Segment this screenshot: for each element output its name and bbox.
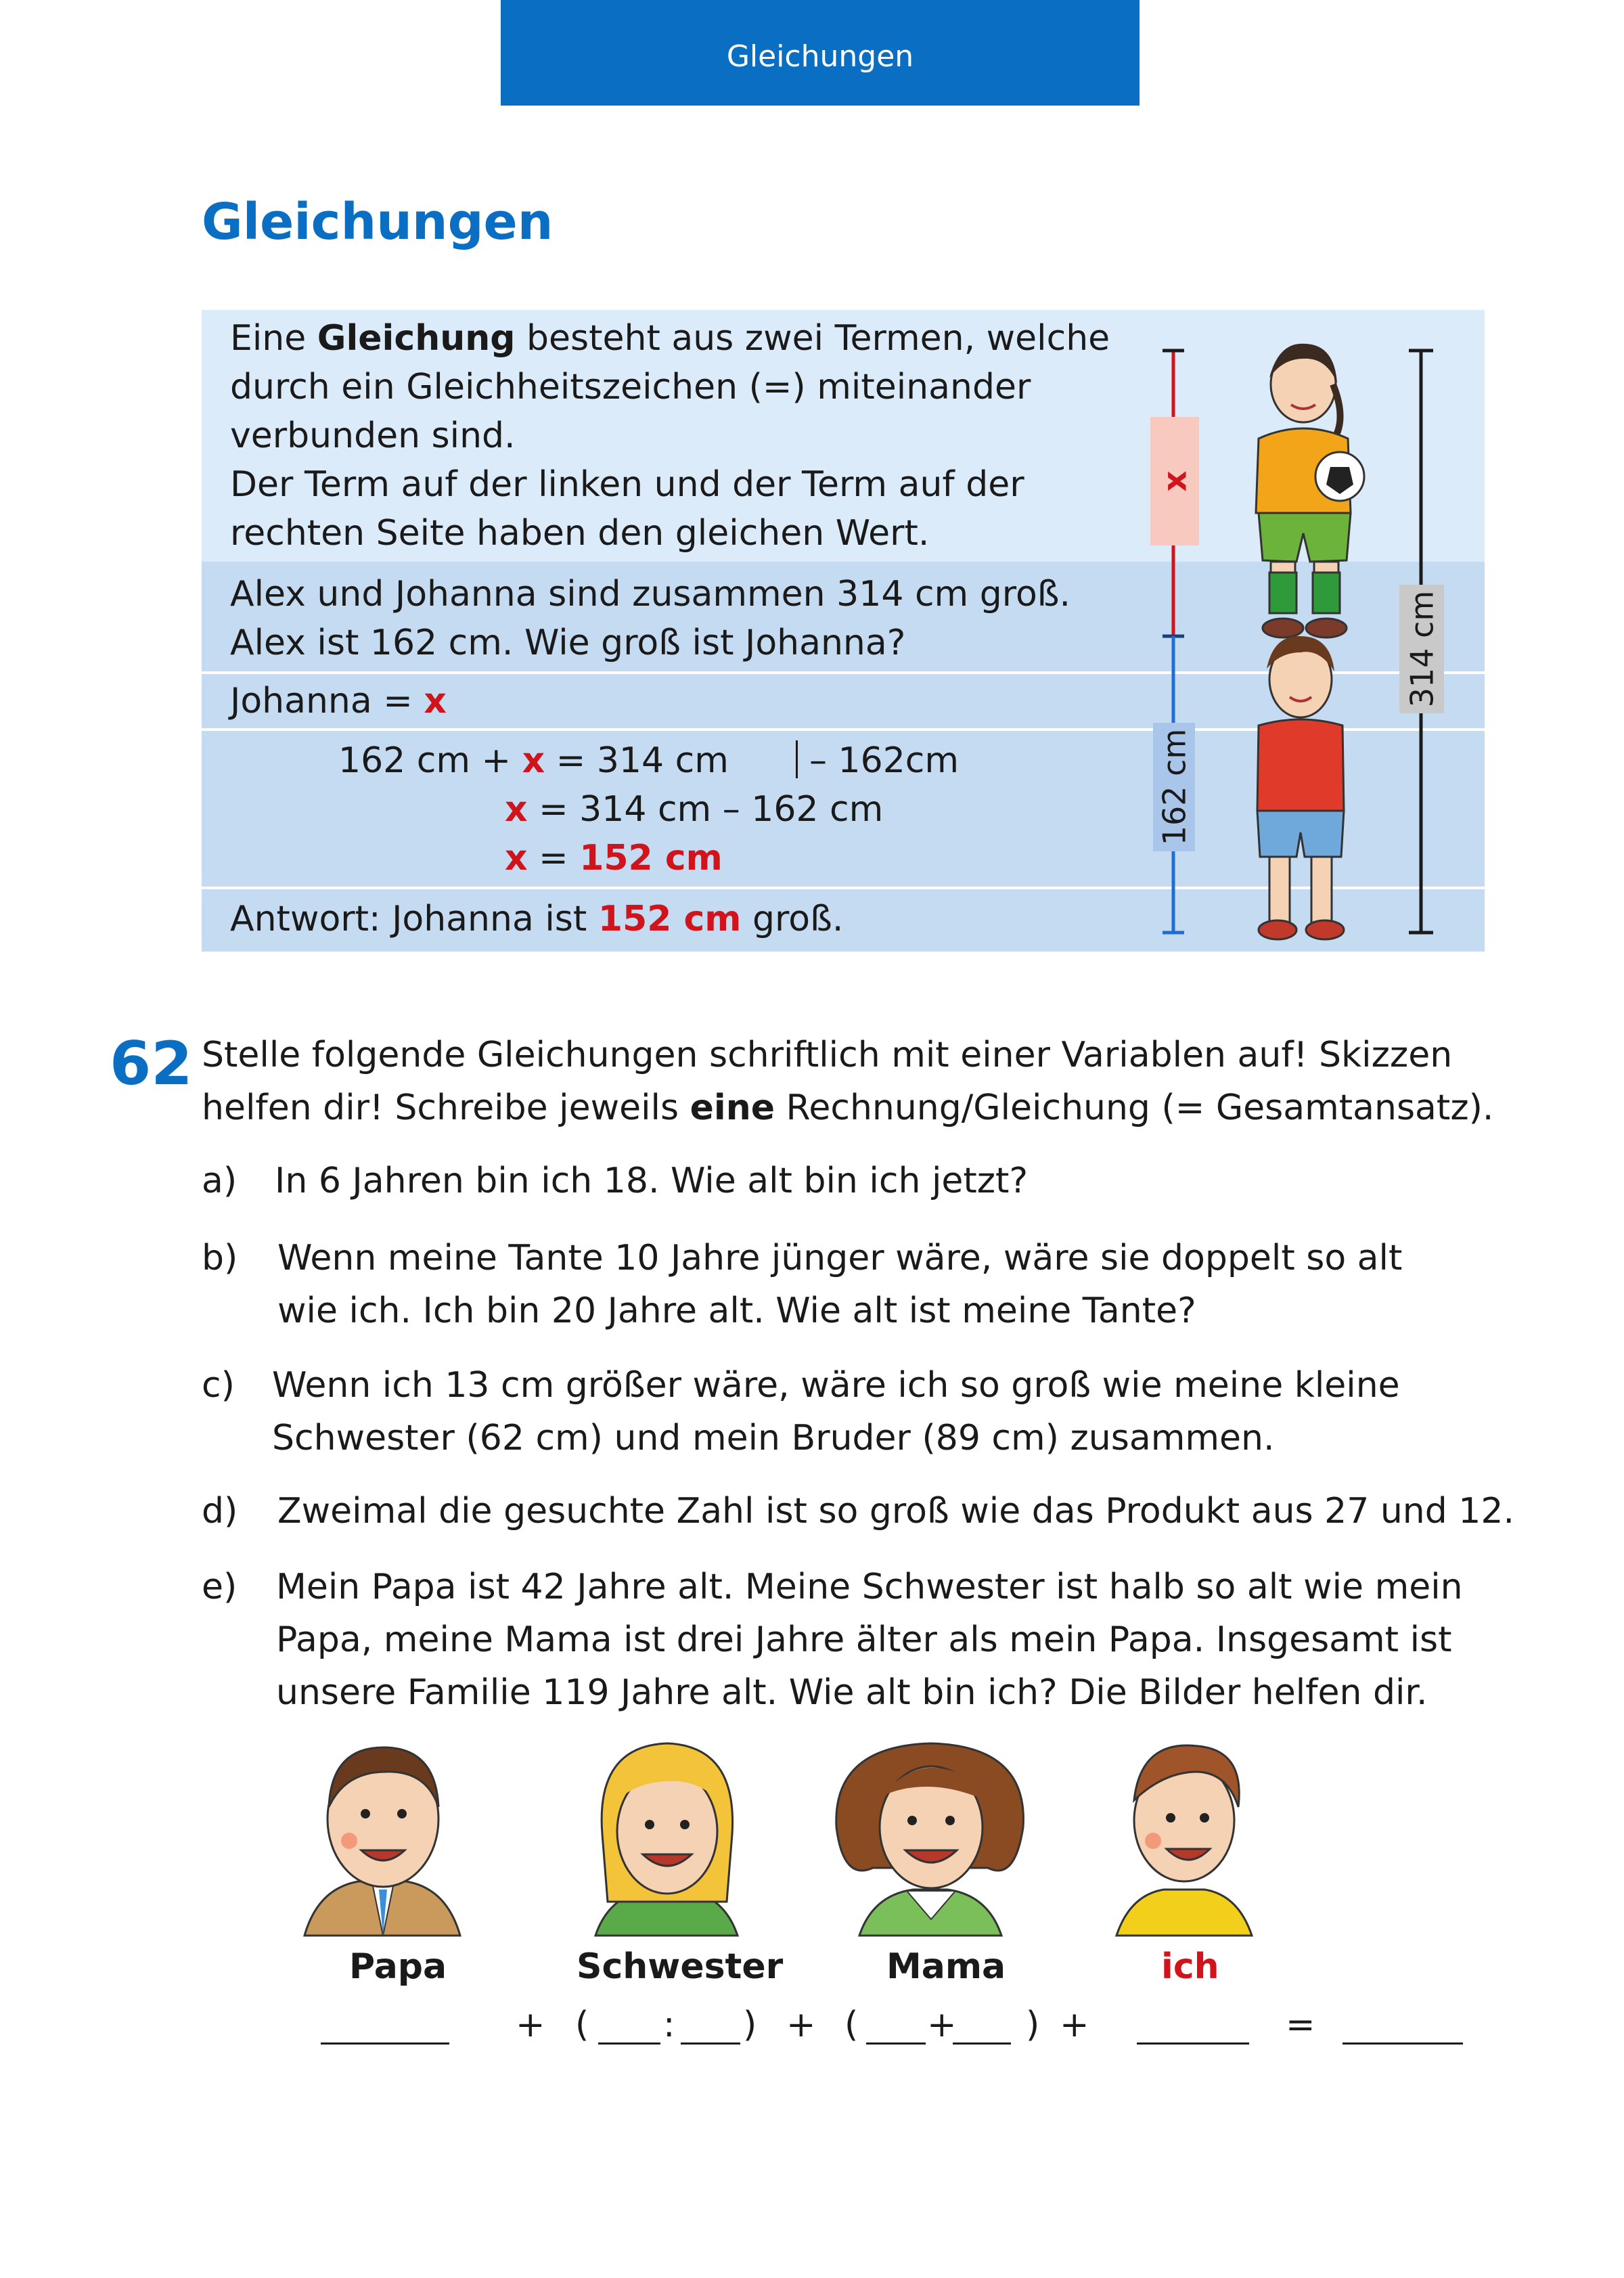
- plus-sign: +: [516, 2005, 545, 2045]
- family-portraits: [291, 1733, 1306, 1942]
- label-ich: ich: [1161, 1946, 1219, 1987]
- answer-part: groß.: [741, 899, 844, 939]
- plus-sign: +: [1060, 2005, 1089, 2045]
- example-line: Alex und Johanna sind zusammen 314 cm groß.: [230, 574, 1071, 615]
- alex-height-label: 162 cm: [1156, 728, 1192, 846]
- task-intro-line: [202, 1081, 1493, 1134]
- subtask-line: Papa, meine Mama ist drei Jahre älter als mein Papa. Insgesamt ist: [276, 1620, 1452, 1660]
- subtask-b-text: [277, 1232, 1402, 1337]
- equation-line-3: [505, 834, 723, 883]
- subtask-line: Mein Papa ist 42 Jahre alt. Meine Schwester ist halb so alt wie mein: [276, 1567, 1463, 1607]
- answer-blank-ich[interactable]: [1137, 2042, 1249, 2045]
- definition-line: Der Term auf der linken und der Term auf der: [230, 464, 1024, 505]
- label-mama: Mama: [886, 1946, 1006, 1987]
- answer-blank-mama-b[interactable]: [953, 2042, 1011, 2045]
- subtask-line: wie ich. Ich bin 20 Jahre alt. Wie alt ist meine Tante?: [277, 1291, 1196, 1331]
- chapter-header-tab: [501, 0, 1140, 106]
- subtask-label: a): [202, 1161, 238, 1201]
- plus-sign: +: [786, 2005, 816, 2045]
- task-intro-part: Rechnung/Gleichung (= Gesamtansatz).: [775, 1088, 1494, 1128]
- equation-part: 162 cm +: [338, 740, 522, 781]
- equation-operation: – 162cm: [809, 740, 960, 781]
- x-label-wrap: [1150, 417, 1199, 545]
- subtask-label: e): [202, 1567, 238, 1607]
- answer-blank-schwester-b[interactable]: [681, 2042, 740, 2045]
- answer-blank-mama-a[interactable]: [866, 2042, 926, 2045]
- answer-blank-total[interactable]: [1343, 2042, 1463, 2045]
- total-height-label-wrap: [1399, 585, 1444, 713]
- subtask-a-text: [275, 1155, 1028, 1207]
- equation-line-1: [338, 736, 729, 785]
- definition-line: rechten Seite haben den gleichen Wert.: [230, 513, 930, 554]
- answer-part: Antwort: Johanna ist: [230, 899, 598, 939]
- subtask-label: c): [202, 1365, 235, 1406]
- plus-sign: +: [927, 2005, 957, 2045]
- variable-x: x: [522, 740, 545, 781]
- ich-portrait: [1116, 1745, 1252, 1936]
- page-title: Gleichungen: [202, 193, 554, 251]
- alex-illustration: [1257, 636, 1344, 939]
- x-label: x: [1156, 470, 1194, 492]
- schwester-portrait: [595, 1743, 738, 1936]
- definition-text: [230, 314, 1110, 558]
- example-text: [230, 570, 1070, 667]
- subtask-label: d): [202, 1491, 238, 1532]
- answer-blank-papa[interactable]: [321, 2042, 449, 2045]
- open-paren: (: [844, 2005, 859, 2045]
- equation-part: = 314 cm – 162 cm: [527, 789, 884, 830]
- subtask-line: Wenn meine Tante 10 Jahre jünger wäre, wäre sie doppelt so alt: [277, 1238, 1403, 1278]
- close-paren: ): [1026, 2005, 1040, 2045]
- equation-line-2: [505, 785, 883, 834]
- answer-text: [230, 895, 843, 943]
- close-paren: ): [743, 2005, 757, 2045]
- task-intro-bold: eine: [690, 1088, 775, 1128]
- operation-divider: [796, 740, 798, 778]
- open-paren: (: [575, 2005, 589, 2045]
- mama-portrait: [836, 1743, 1024, 1936]
- label-schwester: Schwester: [577, 1946, 784, 1987]
- variable-definition: [230, 677, 447, 725]
- equation-part: =: [527, 838, 580, 878]
- definition-text-part: besteht aus zwei Termen, welche: [515, 318, 1110, 359]
- definition-term-bold: Gleichung: [317, 318, 516, 359]
- task-intro-part: helfen dir! Schreibe jeweils: [202, 1088, 690, 1128]
- subtask-line: Wenn ich 13 cm größer wäre, wäre ich so groß wie meine kleine: [272, 1365, 1400, 1406]
- subtask-label: b): [202, 1238, 238, 1278]
- definition-text-part: Eine: [230, 318, 317, 359]
- variable-label: Johanna =: [230, 681, 424, 721]
- answer-blank-schwester-a[interactable]: [598, 2042, 660, 2045]
- subtask-line: Schwester (62 cm) und mein Bruder (89 cm) zusammen.: [272, 1418, 1275, 1458]
- variable-x: x: [505, 789, 528, 830]
- definition-line: durch ein Gleichheitszeichen (=) miteinander: [230, 367, 1031, 407]
- colon-sign: :: [663, 2005, 675, 2045]
- subtask-line: unsere Familie 119 Jahre alt. Wie alt bin ich? Die Bilder helfen dir.: [276, 1672, 1428, 1713]
- total-height-label: 314 cm: [1403, 590, 1440, 708]
- subtask-line: Zweimal die gesuchte Zahl ist so groß wie das Produkt aus 27 und 12.: [277, 1491, 1514, 1532]
- answer-value: 152 cm: [597, 899, 742, 939]
- definition-line: [230, 314, 1110, 363]
- equation-part: = 314 cm: [545, 740, 729, 781]
- equals-sign: =: [1286, 2005, 1315, 2045]
- example-line: Alex ist 162 cm. Wie groß ist Johanna?: [230, 623, 906, 663]
- label-papa: Papa: [349, 1946, 447, 1987]
- variable-x: x: [424, 681, 447, 721]
- task-intro-line: Stelle folgende Gleichungen schriftlich mit einer Variablen auf! Skizzen: [202, 1035, 1453, 1075]
- task-number: 62: [110, 1029, 193, 1098]
- equation-result: 152 cm: [579, 838, 723, 878]
- papa-portrait: [304, 1747, 460, 1936]
- variable-x: x: [505, 838, 528, 878]
- chapter-header-label: Gleichungen: [726, 39, 914, 74]
- johanna-illustration: [1256, 344, 1364, 638]
- subtask-d-text: [277, 1485, 1514, 1538]
- subtask-e-text: [276, 1561, 1463, 1719]
- subtask-c-text: [272, 1359, 1400, 1465]
- subtask-line: In 6 Jahren bin ich 18. Wie alt bin ich jetzt?: [275, 1161, 1029, 1201]
- task-intro: [202, 1029, 1493, 1134]
- definition-line: verbunden sind.: [230, 416, 516, 456]
- alex-height-label-wrap: [1153, 723, 1195, 851]
